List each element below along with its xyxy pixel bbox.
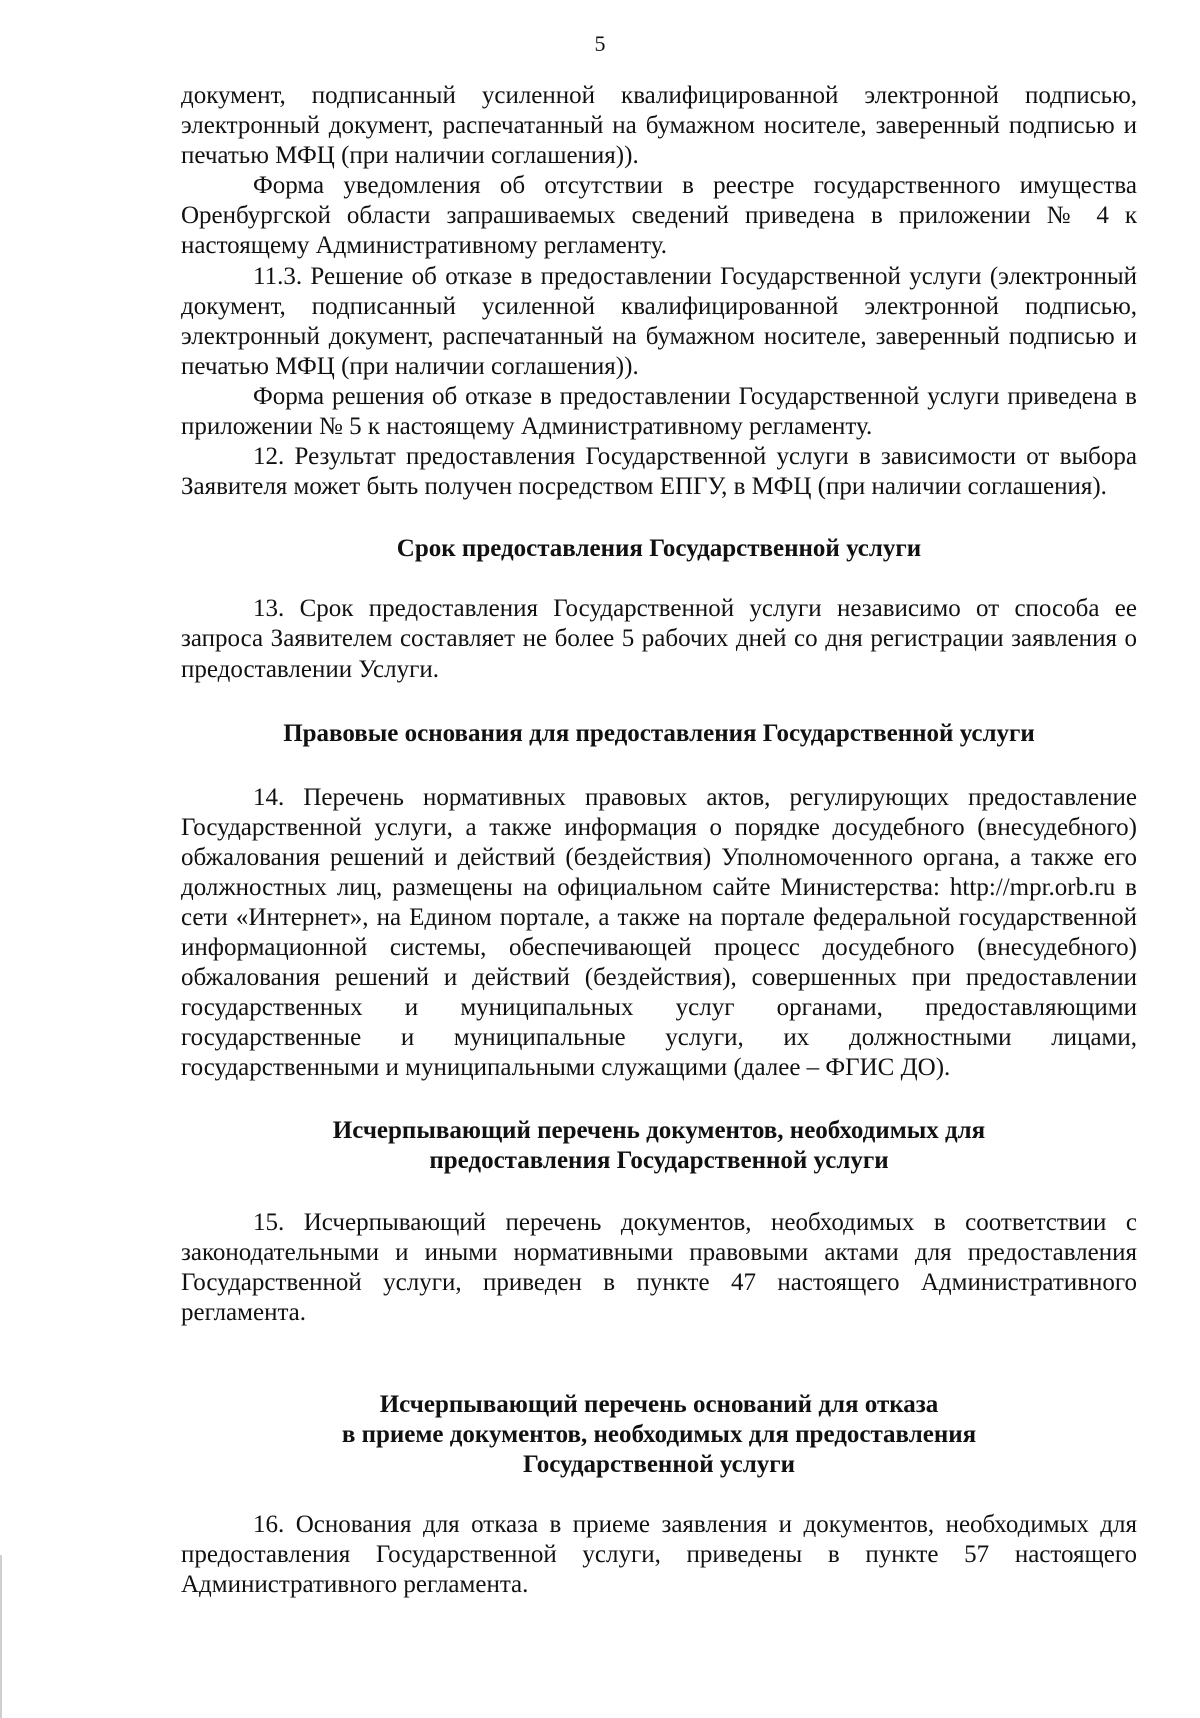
section-heading (181, 1116, 1137, 1176)
scan-edge-shadow (0, 1555, 2, 1718)
section-heading-line: Правовые основания для предоставления Государственной услуги (283, 719, 1035, 747)
section-heading-line: Срок предоставления Государственной услуги (396, 535, 922, 563)
document-body (181, 81, 1137, 1600)
paragraph: 13. Срок предоставления Государственной услуги независимо от способа ее запроса Заявителем составляет не более 5 рабочих дней со дня регистрации заявления о предоставлении Услуги. (181, 595, 1137, 683)
section-heading-line: Государственной услуги (523, 1450, 795, 1478)
section-heading (181, 534, 1137, 564)
paragraph: документ, подписанный усиленной квалифицированной электронной подписью, электронный документ, распечатанный на бумажном носителе, заверенный подписью и печатью МФЦ (при наличии соглашения)). (181, 82, 1137, 170)
paragraph: 14. Перечень нормативных правовых актов, регулирующих предоставление Государственной услуги, а также информация о порядке досудебного (внесудебного) обжалования решений и действий (бездействия) Уполномоченного органа, а также его должностных лиц, размещены на официальном сайте Министерства: http://mpr.orb.ru в сети «Интернет», на Едином портале, а также на портале федеральной государственной информационной системы, обеспечивающей процесс досудебного (внесудебного) обжалования решений и действий (бездействия), совершенных при предоставлении государственных и муниципальных услуг органами, предоставляющими государственные и муниципальные услуги, их должностными лицами, государственными и муниципальными служащими (далее – ФГИС ДО). (181, 783, 1137, 1082)
paragraph: Форма уведомления об отсутствии в реестре государственного имущества Оренбургской области запрашиваемых сведений приведена в приложении № 4 к настоящему Административному регламенту. (181, 172, 1137, 260)
paragraph: 12. Результат предоставления Государственной услуги в зависимости от выбора Заявителя может быть получен посредством ЕПГУ, в МФЦ (при наличии соглашения). (181, 443, 1137, 501)
paragraph: Форма решения об отказе в предоставлении Государственной услуги приведена в приложении № 5 к настоящему Административному регламенту. (181, 382, 1137, 441)
section-heading-line: Исчерпывающий перечень оснований для отказа (379, 1390, 939, 1418)
section-heading-line: Исчерпывающий перечень документов, необходимых для (332, 1116, 986, 1144)
section-heading (181, 1390, 1137, 1480)
paragraph: 16. Основания для отказа в приеме заявления и документов, необходимых для предоставления Государственной услуги, приведены в пункте 57 настоящего Административного регламента. (181, 1510, 1137, 1599)
page-number: 5 (594, 31, 606, 56)
section-heading (181, 719, 1137, 749)
paragraph: 15. Исчерпывающий перечень документов, необходимых в соответствии с законодательными и иными нормативными правовыми актами для предоставления Государственной услуги, приведен в пункте 47 настоящего Административного регламента. (181, 1208, 1137, 1326)
paragraph: 11.3. Решение об отказе в предоставлении Государственной услуги (электронный документ, подписанный усиленной квалифицированной электронной подписью, электронный документ, распечатанный на бумажном носителе, заверенный подписью и печатью МФЦ (при наличии соглашения)). (181, 262, 1137, 380)
section-heading-line: в приеме документов, необходимых для предоставления (341, 1420, 977, 1448)
section-heading-line: предоставления Государственной услуги (429, 1146, 889, 1174)
